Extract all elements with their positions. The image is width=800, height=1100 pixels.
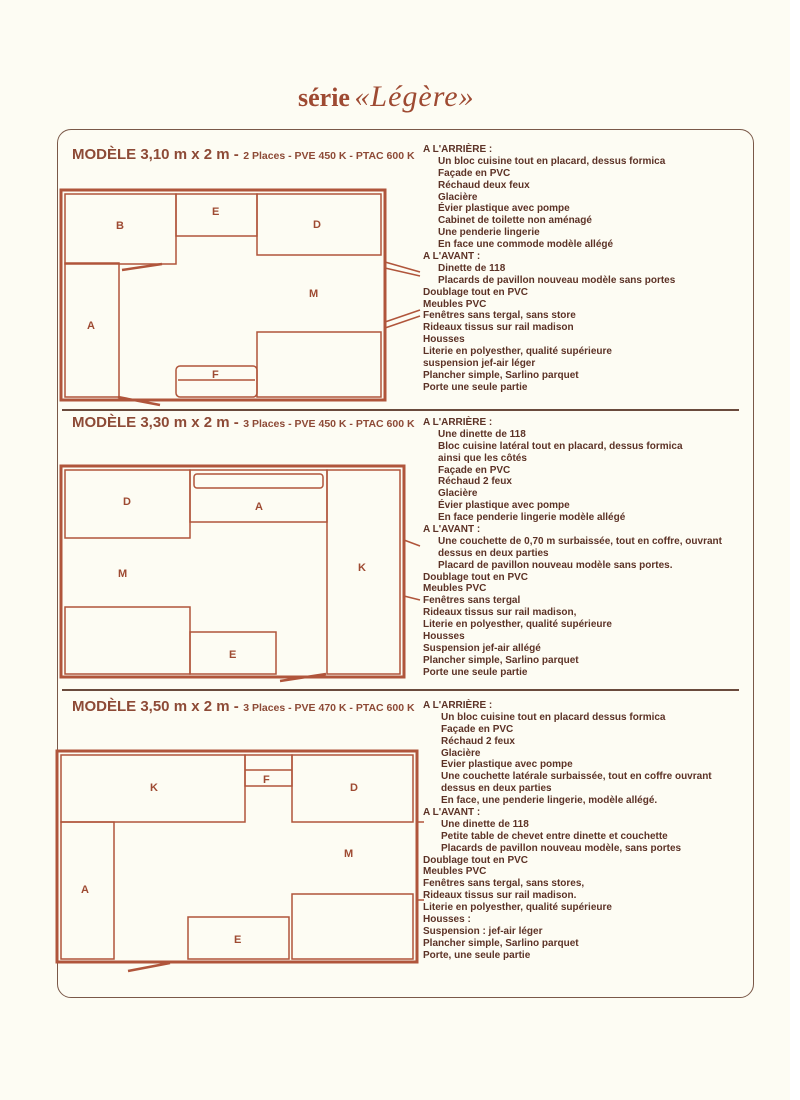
model-3-line: Petite table de chevet entre dinette et couchette	[441, 830, 668, 842]
plan-3-label-k: K	[150, 782, 158, 794]
model-1-name: MODÈLE 3,10 m x 2 m -	[72, 146, 239, 163]
model-2-line: Suspension jef-air allégé	[423, 642, 541, 654]
plan-2-room-a	[190, 470, 327, 522]
model-1-line: Rideaux tissus sur rail madison	[423, 322, 574, 334]
plan-2-label-e: E	[229, 649, 237, 661]
model-3-line: Glacière	[441, 747, 481, 759]
plan-2-room-bed	[65, 607, 190, 674]
model-2-line: Glacière	[438, 488, 478, 500]
model-3-line: Façade en PVC	[441, 723, 514, 735]
floor-plan-2	[61, 466, 420, 681]
model-1-spec: 2 Places - PVE 450 K - PTAC 600 K	[243, 150, 415, 162]
model-3-line: Housses :	[423, 914, 471, 926]
plan-3-label-d: D	[350, 782, 358, 794]
plan-1-label-m: M	[309, 288, 319, 300]
model-1-line: Réchaud deux feux	[438, 179, 530, 191]
plan-1-label-e: E	[212, 206, 220, 218]
model-2-line: En face penderie lingerie modèle allégé	[438, 512, 626, 524]
model-1-line: Une penderie lingerie	[438, 227, 540, 239]
plan-2-label-d: D	[123, 496, 131, 508]
model-3-line: Fenêtres sans tergal, sans stores,	[423, 878, 585, 890]
model-1-line: Meubles PVC	[423, 298, 487, 310]
model-1-line: Porte une seule partie	[423, 381, 528, 393]
model-2-spec: 3 Places - PVE 450 K - PTAC 600 K	[243, 418, 415, 430]
plan-1-outline	[61, 190, 385, 400]
model-2-line: Évier plastique avec pompe	[438, 500, 570, 512]
model-3-name: MODÈLE 3,50 m x 2 m -	[72, 698, 239, 715]
model-2-line: Housses	[423, 631, 465, 643]
plan-1-label-d: D	[313, 219, 321, 231]
plan-3-label-a: A	[81, 884, 89, 896]
model-2-line: Bloc cuisine latéral tout en placard, dessus formica	[438, 440, 683, 452]
plan-2-label-m: M	[118, 568, 128, 580]
model-1-line: Housses	[423, 334, 465, 346]
series-word: série	[298, 83, 350, 112]
model-2-line: Meubles PVC	[423, 583, 487, 595]
plan-2-label-a: A	[255, 501, 263, 513]
model-1-line: Dinette de 118	[438, 262, 506, 274]
model-2-line: Porte une seule partie	[423, 666, 528, 678]
model-3-line: Suspension : jef-air léger	[423, 925, 543, 937]
model-3-line: A L'AVANT :	[423, 807, 481, 819]
model-2-line: Literie en polyesther, qualité supérieure	[423, 619, 612, 631]
model-3-line: A L'ARRIÈRE :	[423, 700, 493, 711]
plan-3-room-bed	[292, 894, 413, 959]
model-3-line: Meubles PVC	[423, 866, 487, 878]
model-2-line: A L'ARRIÈRE :	[423, 417, 493, 428]
model-2-line: Façade en PVC	[438, 464, 511, 476]
model-3-line: Doublage tout en PVC	[423, 854, 528, 866]
model-1-line: Cabinet de toilette non aménagé	[438, 215, 592, 227]
model-2-line: Réchaud 2 feux	[438, 476, 512, 488]
model-1-line: Évier plastique avec pompe	[438, 203, 570, 215]
plan-3-outline	[57, 751, 417, 962]
model-2-line: Une dinette de 118	[438, 428, 526, 440]
model-3-line: Rideaux tissus sur rail madison.	[423, 890, 577, 902]
model-3-line: En face, une penderie lingerie, modèle allégé.	[441, 795, 658, 807]
model-2-line: Une couchette de 0,70 m surbaissée, tout en coffre, ouvrant	[438, 535, 722, 547]
model-3-line: Réchaud 2 feux	[441, 735, 515, 747]
model-3-spec: 3 Places - PVE 470 K - PTAC 600 K	[243, 702, 415, 714]
model-2-line: Doublage tout en PVC	[423, 571, 528, 583]
model-3-line: Literie en polyesther, qualité supérieure	[423, 902, 612, 914]
model-3-line: Porte, une seule partie	[423, 949, 531, 961]
model-2-line: dessus en deux parties	[438, 547, 549, 559]
model-3-line: dessus en deux parties	[441, 783, 552, 795]
plan-3-label-e: E	[234, 934, 242, 946]
plan-1-room-bed	[257, 332, 381, 397]
model-3-line: Plancher simple, Sarlino parquet	[423, 937, 579, 949]
plan-2-label-k: K	[358, 562, 366, 574]
plan-1-label-f: F	[212, 369, 219, 381]
model-2-name: MODÈLE 3,30 m x 2 m -	[72, 414, 239, 431]
model-1-line: A L'ARRIÈRE :	[423, 144, 493, 155]
plan-3-label-m: M	[344, 848, 354, 860]
model-2-line: Placard de pavillon nouveau modèle sans portes.	[438, 559, 673, 571]
model-3-line: Un bloc cuisine tout en placard dessus formica	[441, 711, 666, 723]
model-1-line: En face une commode modèle allégé	[438, 239, 614, 251]
model-2-line: Plancher simple, Sarlino parquet	[423, 654, 579, 666]
plan-3-label-f: F	[263, 774, 270, 786]
model-2-line: ainsi que les côtés	[438, 452, 527, 464]
model-1-line: suspension jef-air léger	[423, 358, 536, 370]
plan-1-label-a: A	[87, 320, 95, 332]
model-1-line: Un bloc cuisine tout en placard, dessus formica	[438, 155, 666, 167]
model-1-line: Literie en polyesther, qualité supérieure	[423, 346, 612, 358]
model-1-line: Doublage tout en PVC	[423, 286, 528, 298]
plan-2-outline	[61, 466, 404, 677]
model-1-line: Plancher simple, Sarlino parquet	[423, 369, 579, 381]
plan-1-label-b: B	[116, 220, 124, 232]
model-1-line: Façade en PVC	[438, 167, 511, 179]
model-1-line: A L'AVANT :	[423, 251, 481, 263]
model-1-line: Fenêtres sans tergal, sans store	[423, 310, 576, 322]
floor-plan-1	[61, 190, 420, 405]
model-2-line: Fenêtres sans tergal	[423, 595, 521, 607]
series-name: «Légère»	[354, 80, 475, 113]
model-1-line: Placards de pavillon nouveau modèle sans portes	[438, 274, 676, 286]
model-2-line: Rideaux tissus sur rail madison,	[423, 607, 577, 619]
model-3-line: Placards de pavillon nouveau modèle, sans portes	[441, 842, 682, 854]
model-3-line: Une dinette de 118	[441, 818, 529, 830]
model-3-line: Une couchette latérale surbaissée, tout en coffre ouvrant	[441, 771, 712, 783]
model-3-line: Evier plastique avec pompe	[441, 759, 573, 771]
model-1-line: Glacière	[438, 191, 478, 203]
model-2-line: A L'AVANT :	[423, 524, 481, 536]
